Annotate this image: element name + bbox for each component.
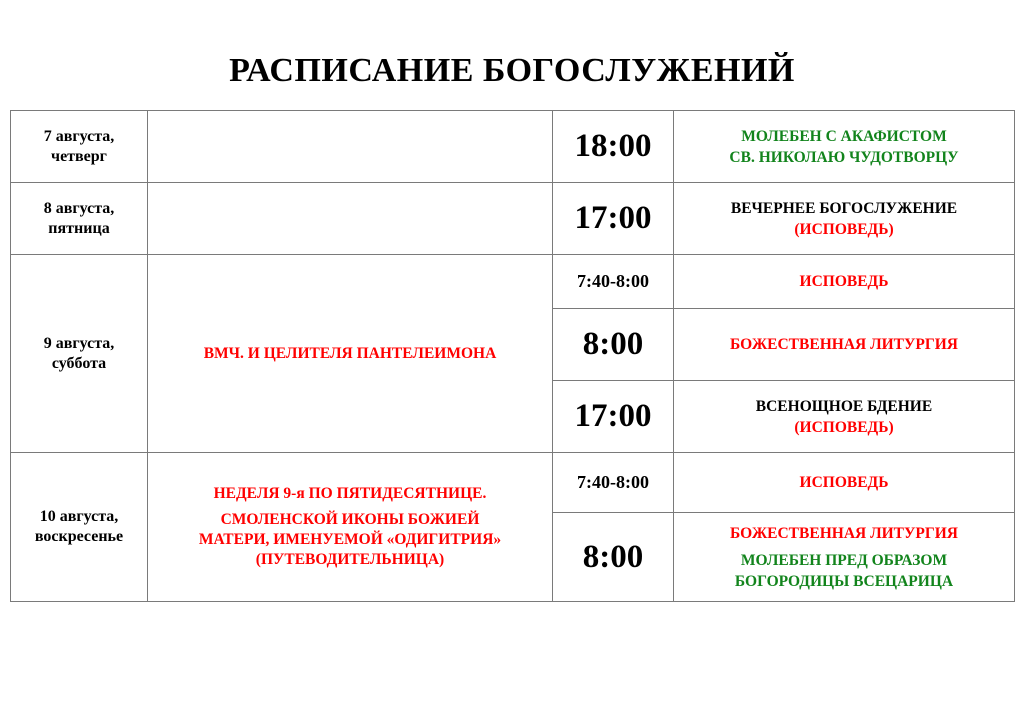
date-cell [11, 183, 148, 255]
service-cell [674, 309, 1015, 381]
service-line: БОГОРОДИЦЫ ВСЕЦАРИЦА [734, 572, 954, 590]
page-title: РАСПИСАНИЕ БОГОСЛУЖЕНИЙ [229, 52, 795, 89]
date-cell [11, 453, 148, 602]
time-cell: 8:00 [553, 513, 674, 602]
feast-line: (ПУТЕВОДИТЕЛЬНИЦА) [255, 551, 445, 568]
table-row [11, 183, 1015, 255]
date-weekday: воскресенье [34, 528, 124, 545]
time-cell: 7:40-8:00 [553, 255, 674, 309]
time-cell: 8:00 [553, 309, 674, 381]
service-cell [674, 255, 1015, 309]
date-day: 9 августа, [43, 334, 115, 352]
time-cell: 7:40-8:00 [553, 453, 674, 513]
service-cell [674, 183, 1015, 255]
date-day: 10 августа, [39, 508, 119, 525]
feast-line: МАТЕРИ, ИМЕНУЕМОЙ «ОДИГИТРИЯ» [198, 531, 502, 548]
service-line: (ИСПОВЕДЬ) [794, 220, 894, 238]
service-line: МОЛЕБЕН ПРЕД ОБРАЗОМ [740, 551, 948, 569]
feast-line: СМОЛЕНСКОЙ ИКОНЫ БОЖИЕЙ [220, 511, 480, 528]
date-cell [11, 111, 148, 183]
service-line: СВ. НИКОЛАЮ ЧУДОТВОРЦУ [729, 148, 959, 166]
date-cell [11, 255, 148, 453]
feast-cell [148, 453, 553, 602]
feast-cell [148, 111, 553, 183]
service-line: ИСПОВЕДЬ [799, 474, 889, 491]
time-cell: 17:00 [553, 381, 674, 453]
service-line: ИСПОВЕДЬ [799, 273, 889, 290]
schedule-table [10, 110, 1015, 602]
date-day: 8 августа, [43, 199, 115, 217]
service-line: ВСЕНОЩНОЕ БДЕНИЕ [755, 397, 933, 415]
feast-cell [148, 255, 553, 453]
date-day: 7 августа, [43, 127, 115, 145]
date-weekday: пятница [48, 219, 110, 237]
table-row [11, 111, 1015, 183]
date-weekday: суббота [51, 354, 107, 372]
feast-cell [148, 183, 553, 255]
service-line: МОЛЕБЕН С АКАФИСТОМ [741, 127, 947, 145]
table-row [11, 255, 1015, 309]
table-row [11, 453, 1015, 513]
service-cell [674, 111, 1015, 183]
service-line: БОЖЕСТВЕННАЯ ЛИТУРГИЯ [730, 524, 958, 542]
service-cell [674, 381, 1015, 453]
service-line: (ИСПОВЕДЬ) [794, 418, 894, 436]
service-line: ВЕЧЕРНЕЕ БОГОСЛУЖЕНИЕ [730, 199, 958, 217]
service-cell [674, 513, 1015, 602]
time-cell: 18:00 [553, 111, 674, 183]
feast-line: ВМЧ. И ЦЕЛИТЕЛЯ ПАНТЕЛЕИМОНА [203, 344, 497, 362]
time-cell: 17:00 [553, 183, 674, 255]
feast-line: НЕДЕЛЯ 9-я ПО ПЯТИДЕСЯТНИЦЕ. [213, 485, 487, 502]
date-weekday: четверг [51, 147, 107, 165]
service-line: БОЖЕСТВЕННАЯ ЛИТУРГИЯ [730, 336, 958, 353]
service-cell [674, 453, 1015, 513]
